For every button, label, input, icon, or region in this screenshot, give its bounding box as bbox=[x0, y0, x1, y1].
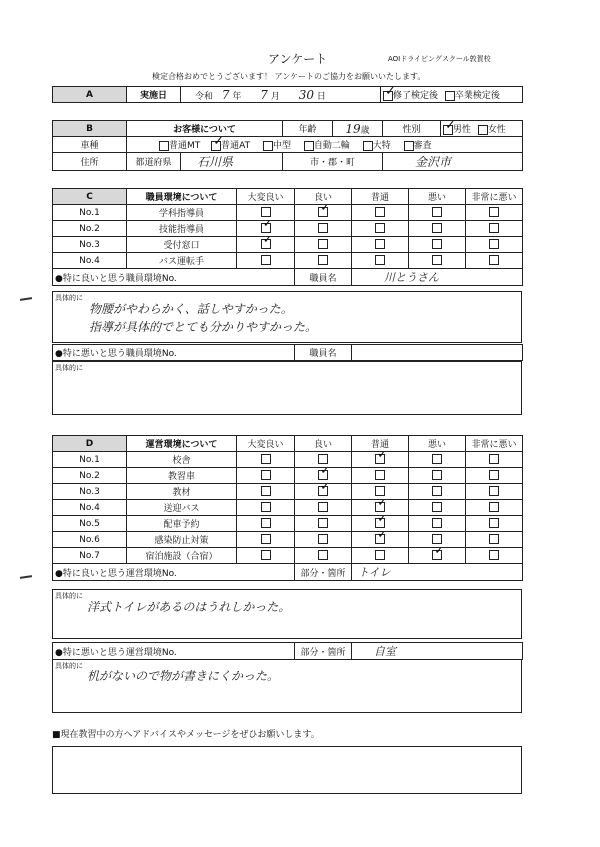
rating-checkbox[interactable] bbox=[432, 550, 442, 560]
detail-label: 具体的に bbox=[55, 662, 83, 670]
address-label: 住所 bbox=[53, 153, 127, 171]
bad-staff-name-field[interactable] bbox=[352, 345, 523, 361]
year-value: 7 bbox=[221, 87, 230, 102]
rating-checkbox[interactable] bbox=[318, 223, 328, 233]
good-staff-text-line2: 指導が具体的でとても分かりやすかった。 bbox=[89, 320, 318, 334]
completion-exam-label: 修了検定後 bbox=[393, 91, 439, 101]
rating-checkbox[interactable] bbox=[489, 534, 499, 544]
graduation-exam-label: 卒業検定後 bbox=[454, 91, 500, 101]
rating-checkbox[interactable] bbox=[318, 486, 328, 496]
good-part-field[interactable] bbox=[352, 564, 523, 581]
bad-operation-text: 机がないので物が書きにくかった。 bbox=[87, 669, 280, 683]
checkbox-vehicle-mt[interactable] bbox=[159, 141, 169, 151]
section-c-label: C bbox=[53, 189, 127, 205]
row-item: 教材 bbox=[127, 484, 237, 500]
checkbox-completion-exam[interactable] bbox=[383, 91, 393, 101]
era-label: 令和 bbox=[195, 91, 214, 102]
bad-part-value: 自室 bbox=[374, 645, 396, 658]
gender-field bbox=[441, 121, 523, 137]
rating-checkbox[interactable] bbox=[261, 502, 271, 512]
detail-label: 具体的に bbox=[55, 592, 83, 600]
rating-checkbox[interactable] bbox=[261, 454, 271, 464]
good-staff-text-line1: 物腰がやわらかく、話しやすかった。 bbox=[89, 302, 293, 316]
bad-operation-table bbox=[52, 642, 523, 660]
checkbox-vehicle-special[interactable] bbox=[363, 141, 373, 151]
customer-info-title: お客様について bbox=[127, 121, 283, 137]
rating-checkbox[interactable] bbox=[489, 223, 499, 233]
row-item: バス運転手 bbox=[127, 253, 237, 269]
rating-checkbox[interactable] bbox=[375, 550, 385, 560]
good-operation-detail-box[interactable] bbox=[52, 589, 522, 639]
rating-checkbox[interactable] bbox=[432, 486, 442, 496]
prefecture-value: 石川県 bbox=[197, 155, 234, 169]
rating-checkbox[interactable] bbox=[489, 470, 499, 480]
rating-checkbox[interactable] bbox=[318, 518, 328, 528]
rating-checkbox[interactable] bbox=[432, 454, 442, 464]
good-staff-detail-box[interactable] bbox=[52, 291, 522, 343]
bad-operation-label: ●特に悪いと思う運営環境No. bbox=[53, 643, 295, 660]
row-number: No.3 bbox=[53, 484, 127, 500]
row-item: 送迎バス bbox=[127, 500, 237, 516]
prefecture-field[interactable] bbox=[181, 153, 283, 171]
rating-checkbox[interactable] bbox=[489, 239, 499, 249]
rating-checkbox[interactable] bbox=[375, 502, 385, 512]
city-label: 市・郡・町 bbox=[283, 153, 383, 171]
rating-header: 普通 bbox=[352, 189, 409, 205]
rating-checkbox[interactable] bbox=[318, 207, 328, 217]
rating-checkbox[interactable] bbox=[432, 223, 442, 233]
rating-checkbox[interactable] bbox=[489, 518, 499, 528]
vehicle-review-label: 審査 bbox=[413, 141, 432, 151]
operation-env-title: 運営環境について bbox=[127, 436, 237, 452]
day-unit: 日 bbox=[316, 91, 326, 102]
rating-header: 大変良い bbox=[237, 189, 295, 205]
female-label: 女性 bbox=[487, 125, 506, 135]
rating-checkbox[interactable] bbox=[375, 534, 385, 544]
bad-staff-detail-box[interactable] bbox=[52, 361, 522, 415]
detail-label: 具体的に bbox=[55, 294, 83, 302]
rating-checkbox[interactable] bbox=[375, 207, 385, 217]
staff-name-label: 職員名 bbox=[295, 269, 352, 286]
row-item: 受付窓口 bbox=[127, 237, 237, 253]
rating-checkbox[interactable] bbox=[432, 239, 442, 249]
checkbox-vehicle-motorcycle[interactable] bbox=[304, 141, 314, 151]
section-b-label: B bbox=[53, 121, 127, 137]
male-label: 男性 bbox=[453, 125, 472, 135]
rating-header: 非常に悪い bbox=[466, 436, 523, 452]
city-field[interactable] bbox=[383, 153, 523, 171]
checkbox-male[interactable] bbox=[443, 125, 453, 135]
vehicle-at-label: 普通AT bbox=[221, 141, 251, 151]
row-number: No.4 bbox=[53, 253, 127, 269]
day-value: 30 bbox=[298, 87, 314, 102]
row-number: No.3 bbox=[53, 237, 127, 253]
city-value: 金沢市 bbox=[415, 155, 452, 169]
row-number: No.2 bbox=[53, 468, 127, 484]
bad-part-field[interactable] bbox=[352, 643, 523, 660]
bad-staff-table bbox=[52, 344, 523, 361]
rating-checkbox[interactable] bbox=[261, 239, 271, 249]
rating-checkbox[interactable] bbox=[261, 486, 271, 496]
rating-header: 悪い bbox=[409, 189, 466, 205]
rating-checkbox[interactable] bbox=[375, 454, 385, 464]
rating-checkbox[interactable] bbox=[261, 470, 271, 480]
vehicle-options bbox=[127, 137, 523, 153]
rating-checkbox[interactable] bbox=[375, 255, 385, 265]
month-unit: 月 bbox=[270, 91, 280, 102]
rating-checkbox[interactable] bbox=[318, 502, 328, 512]
section-a-label: A bbox=[53, 87, 127, 103]
bad-operation-detail-box[interactable] bbox=[52, 659, 522, 713]
rating-header: 非常に悪い bbox=[466, 189, 523, 205]
rating-checkbox[interactable] bbox=[261, 223, 271, 233]
section-a-table bbox=[52, 86, 523, 103]
rating-checkbox[interactable] bbox=[375, 223, 385, 233]
rating-checkbox[interactable] bbox=[375, 470, 385, 480]
checkbox-female[interactable] bbox=[478, 125, 488, 135]
vehicle-motorcycle-label: 自動二輪 bbox=[313, 141, 350, 151]
rating-checkbox[interactable] bbox=[318, 255, 328, 265]
detail-label: 具体的に bbox=[55, 364, 83, 372]
prefecture-label: 都道府県 bbox=[127, 153, 181, 171]
rating-checkbox[interactable] bbox=[261, 534, 271, 544]
vehicle-label: 車種 bbox=[53, 137, 127, 153]
checkbox-vehicle-at[interactable] bbox=[211, 141, 221, 151]
section-c-table bbox=[52, 188, 523, 286]
age-value: 19 bbox=[345, 121, 361, 136]
rating-checkbox[interactable] bbox=[489, 255, 499, 265]
school-name: AOIドライビングスクール敦賀校 bbox=[388, 55, 491, 63]
row-item: 配車予約 bbox=[127, 516, 237, 532]
row-item: 宿泊施設（合宿） bbox=[127, 548, 237, 564]
checkbox-vehicle-medium[interactable] bbox=[263, 141, 273, 151]
part-label: 部分・箇所 bbox=[295, 564, 352, 581]
row-item: 学科指導員 bbox=[127, 205, 237, 221]
date-field[interactable] bbox=[181, 87, 381, 103]
row-item: 教習車 bbox=[127, 468, 237, 484]
rating-checkbox[interactable] bbox=[318, 550, 328, 560]
rating-checkbox[interactable] bbox=[375, 486, 385, 496]
rating-checkbox[interactable] bbox=[432, 502, 442, 512]
checkbox-vehicle-review[interactable] bbox=[404, 141, 414, 151]
rating-checkbox[interactable] bbox=[432, 207, 442, 217]
row-number: No.2 bbox=[53, 221, 127, 237]
rating-checkbox[interactable] bbox=[432, 470, 442, 480]
bad-staff-label: ●特に悪いと思う職員環境No. bbox=[53, 345, 295, 361]
row-item: 感染防止対策 bbox=[127, 532, 237, 548]
rating-checkbox[interactable] bbox=[489, 502, 499, 512]
punch-mark bbox=[20, 575, 32, 579]
age-field[interactable] bbox=[333, 121, 383, 137]
rating-checkbox[interactable] bbox=[432, 255, 442, 265]
row-number: No.4 bbox=[53, 500, 127, 516]
row-number: No.1 bbox=[53, 205, 127, 221]
section-d-table bbox=[52, 435, 523, 581]
row-number: No.7 bbox=[53, 548, 127, 564]
age-unit: 歳 bbox=[360, 125, 370, 136]
rating-checkbox[interactable] bbox=[489, 454, 499, 464]
section-b-table bbox=[52, 120, 523, 171]
vehicle-special-label: 大特 bbox=[372, 141, 391, 151]
month-value: 7 bbox=[260, 87, 268, 102]
rating-checkbox[interactable] bbox=[375, 239, 385, 249]
rating-header: 良い bbox=[295, 436, 352, 452]
rating-header: 悪い bbox=[409, 436, 466, 452]
staff-name-value: 川とうさん bbox=[384, 271, 439, 284]
rating-checkbox[interactable] bbox=[489, 207, 499, 217]
year-unit: 年 bbox=[232, 91, 242, 102]
rating-checkbox[interactable] bbox=[318, 534, 328, 544]
good-operation-text: 洋式トイレがあるのはうれしかった。 bbox=[87, 600, 291, 614]
bad-part-label: 部分・箇所 bbox=[295, 643, 352, 660]
gender-label: 性別 bbox=[383, 121, 441, 137]
survey-title: アンケート bbox=[268, 52, 328, 66]
rating-header: 良い bbox=[295, 189, 352, 205]
rating-checkbox[interactable] bbox=[318, 239, 328, 249]
punch-mark bbox=[20, 297, 32, 301]
age-label: 年齢 bbox=[283, 121, 333, 137]
rating-checkbox[interactable] bbox=[261, 207, 271, 217]
rating-checkbox[interactable] bbox=[489, 486, 499, 496]
rating-checkbox[interactable] bbox=[432, 534, 442, 544]
checkbox-graduation-exam[interactable] bbox=[445, 91, 455, 101]
rating-checkbox[interactable] bbox=[261, 518, 271, 528]
message-box[interactable] bbox=[52, 746, 522, 794]
vehicle-medium-label: 中型 bbox=[272, 141, 291, 151]
good-operation-label: ●特に良いと思う運営環境No. bbox=[53, 564, 295, 581]
rating-checkbox[interactable] bbox=[318, 454, 328, 464]
exam-type-field bbox=[381, 87, 523, 103]
rating-checkbox[interactable] bbox=[261, 550, 271, 560]
vehicle-mt-label: 普通MT bbox=[169, 141, 201, 151]
rating-checkbox[interactable] bbox=[432, 518, 442, 528]
rating-checkbox[interactable] bbox=[261, 255, 271, 265]
bad-staff-name-label: 職員名 bbox=[295, 345, 352, 361]
message-label: ■現在教習中の方へアドバイスやメッセージをぜひお願いします。 bbox=[52, 730, 320, 740]
row-number: No.5 bbox=[53, 516, 127, 532]
row-item: 技能指導員 bbox=[127, 221, 237, 237]
rating-checkbox[interactable] bbox=[489, 550, 499, 560]
rating-checkbox[interactable] bbox=[375, 518, 385, 528]
staff-env-title: 職員環境について bbox=[127, 189, 237, 205]
good-staff-label: ●特に良いと思う職員環境No. bbox=[53, 269, 295, 286]
greeting-text: 検定合格おめでとうございます！ アンケートのご協力をお願いいたします。 bbox=[152, 72, 426, 81]
row-number: No.1 bbox=[53, 452, 127, 468]
staff-name-field[interactable] bbox=[352, 269, 523, 286]
date-label: 実施日 bbox=[127, 87, 181, 103]
rating-header: 大変良い bbox=[237, 436, 295, 452]
rating-header: 普通 bbox=[352, 436, 409, 452]
rating-checkbox[interactable] bbox=[318, 470, 328, 480]
row-number: No.6 bbox=[53, 532, 127, 548]
row-item: 校舎 bbox=[127, 452, 237, 468]
good-part-value: トイレ bbox=[358, 566, 391, 579]
section-d-label: D bbox=[53, 436, 127, 452]
